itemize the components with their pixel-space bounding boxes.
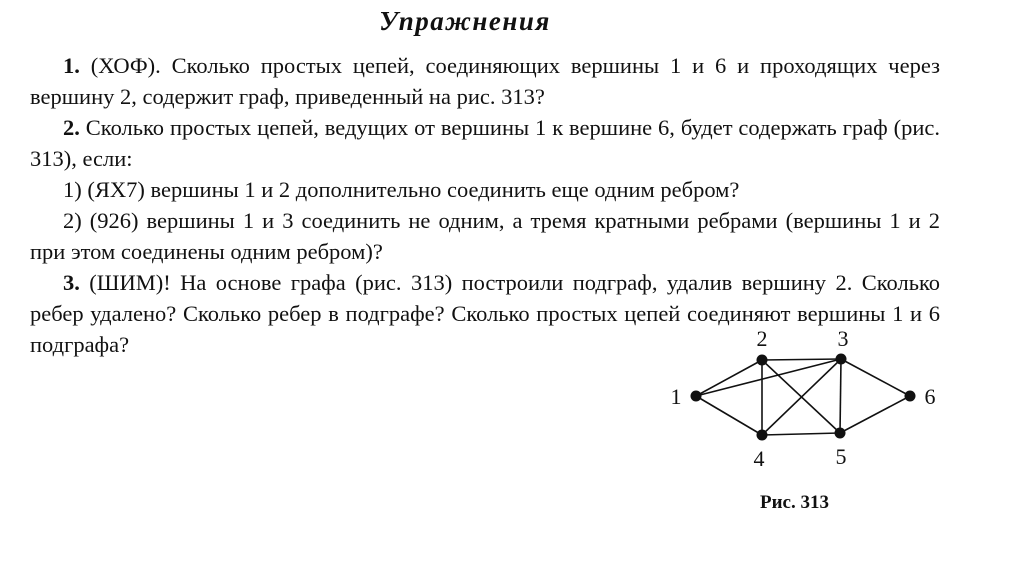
graph-edge-1-2 [696,360,762,396]
graph-vertex-label-6: 6 [924,384,936,409]
graph-edge-3-5 [840,359,841,433]
exercise-2-part-2 [30,205,940,267]
graph-edge-1-4 [696,396,762,435]
graph-diagram [660,320,960,520]
section-title: Упражнения [379,6,551,36]
exercise-text: 1) (ЯХ7) вершины 1 и 2 дополнительно соединить еще одним ребром? [63,177,740,202]
exercise-text: 2) (926) вершины 1 и 3 соединить не одним, а тремя кратными ребрами (вершины 1 и 2 при этом соединены одним ребром)? [30,208,940,264]
graph-vertex-label-1: 1 [670,384,682,409]
exercise-number: 1. [63,53,80,78]
graph-edge-4-5 [762,433,840,435]
graph-edges [696,359,910,435]
exercise-number: 2. [63,115,80,140]
figure-caption: Рис. 313 [760,492,829,513]
exercise-2-part-1 [30,174,940,205]
graph-vertex-4 [757,430,768,441]
graph-edge-5-6 [840,396,910,433]
graph-edge-3-6 [841,359,910,396]
exercise-2 [30,112,940,174]
graph-vertex-label-5: 5 [835,444,847,469]
graph-vertex-1 [691,391,702,402]
graph-edge-1-3 [696,359,841,396]
graph-vertex-label-2: 2 [756,326,768,351]
graph-edge-2-3 [762,359,841,360]
exercise-list [30,50,940,360]
exercise-number: 3. [63,270,80,295]
graph-figure [660,320,960,520]
graph-vertices [691,354,916,441]
graph-vertex-label-3: 3 [837,326,849,351]
graph-vertex-5 [835,428,846,439]
graph-vertex-6 [905,391,916,402]
graph-vertex-2 [757,355,768,366]
exercise-text: (ШИМ)! На основе графа (рис. 313) построили подграф, удалив вершину 2. Сколько ребер удалено? Сколько ребер в подграфе? Сколько простых цепей соединяют вершины 1 и 6 подграфа? [30,270,940,357]
graph-vertex-label-4: 4 [753,446,765,471]
graph-vertex-3 [836,354,847,365]
exercise-text: (ХОФ). Сколько простых цепей, соединяющих вершины 1 и 6 и проходящих через вершину 2, содержит граф, приведенный на рис. 313? [30,53,940,109]
exercise-1 [30,50,940,112]
exercise-text: Сколько простых цепей, ведущих от вершины 1 к вершине 6, будет содержать граф (рис. 313), если: [30,115,940,171]
